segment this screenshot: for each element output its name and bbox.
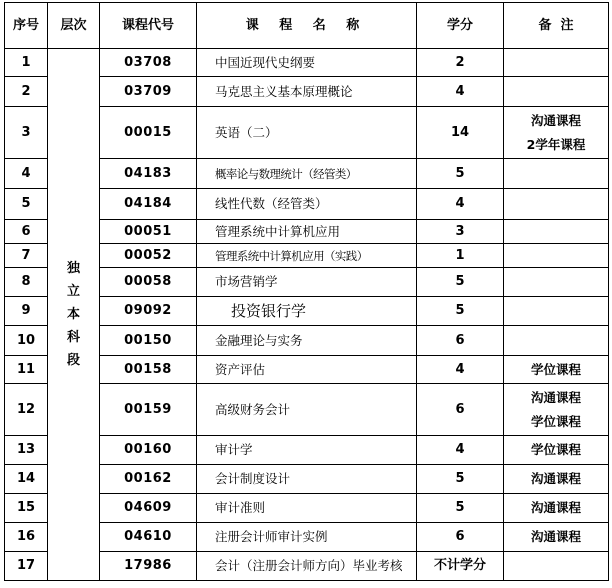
credit-cell: 6 — [417, 384, 504, 436]
seq-cell: 16 — [5, 523, 48, 552]
code-cell: 00162 — [100, 465, 197, 494]
note-cell: 学位课程 — [504, 436, 609, 465]
credit-cell: 6 — [417, 326, 504, 356]
seq-cell: 15 — [5, 494, 48, 523]
credit-cell: 1 — [417, 244, 504, 268]
note-cell — [504, 297, 609, 326]
seq-cell: 17 — [5, 552, 48, 581]
level-char: 本 — [66, 307, 80, 322]
seq-cell: 8 — [5, 268, 48, 297]
seq-cell: 11 — [5, 356, 48, 384]
course-name-cell: 会计（注册会计师方向）毕业考核 — [197, 552, 417, 581]
credit-cell: 3 — [417, 220, 504, 244]
seq-cell: 4 — [5, 159, 48, 189]
code-cell: 00052 — [100, 244, 197, 268]
note-cell — [504, 189, 609, 220]
level-char: 立 — [66, 284, 80, 299]
seq-cell: 10 — [5, 326, 48, 356]
course-name-cell: 审计准则 — [197, 494, 417, 523]
note-line: 沟通课程 — [530, 389, 581, 405]
seq-cell: 13 — [5, 436, 48, 465]
note-cell: 学位课程 — [504, 356, 609, 384]
credit-cell: 4 — [417, 356, 504, 384]
curriculum-table — [4, 2, 609, 581]
seq-cell: 2 — [5, 77, 48, 107]
header-row — [5, 3, 609, 49]
credit-cell: 5 — [417, 268, 504, 297]
seq-cell: 5 — [5, 189, 48, 220]
code-cell: 04184 — [100, 189, 197, 220]
course-name-cell: 资产评估 — [197, 356, 417, 384]
level-cell — [48, 49, 100, 581]
note-cell — [504, 77, 609, 107]
level-char: 独 — [66, 261, 80, 276]
course-name-cell: 会计制度设计 — [197, 465, 417, 494]
code-cell: 09092 — [100, 297, 197, 326]
code-cell: 00159 — [100, 384, 197, 436]
course-name-cell: 概率论与数理统计（经管类） — [197, 159, 417, 189]
table-row — [5, 49, 609, 77]
note-line: 沟通课程 — [530, 112, 581, 128]
code-cell: 04610 — [100, 523, 197, 552]
code-cell: 00158 — [100, 356, 197, 384]
credit-cell: 4 — [417, 436, 504, 465]
code-cell: 04609 — [100, 494, 197, 523]
code-cell: 00058 — [100, 268, 197, 297]
code-cell: 00051 — [100, 220, 197, 244]
note-line: 2学年课程 — [526, 136, 586, 152]
note-cell — [504, 159, 609, 189]
note-cell: 沟通课程 — [504, 494, 609, 523]
credit-cell: 2 — [417, 49, 504, 77]
code-cell: 04183 — [100, 159, 197, 189]
seq-cell: 7 — [5, 244, 48, 268]
code-cell: 03708 — [100, 49, 197, 77]
credit-cell: 14 — [417, 107, 504, 159]
course-name-cell: 金融理论与实务 — [197, 326, 417, 356]
header-level: 层次 — [48, 3, 100, 49]
header-code: 课程代号 — [100, 3, 197, 49]
course-name-cell: 管理系统中计算机应用（实践） — [197, 244, 417, 268]
course-name-cell: 线性代数（经管类） — [197, 189, 417, 220]
credit-cell: 4 — [417, 77, 504, 107]
course-name-cell: 中国近现代史纲要 — [197, 49, 417, 77]
note-cell — [504, 552, 609, 581]
note-cell — [504, 326, 609, 356]
credit-cell: 5 — [417, 159, 504, 189]
note-cell: 沟通课程 — [504, 465, 609, 494]
course-name-cell: 马克思主义基本原理概论 — [197, 77, 417, 107]
course-name-cell: 注册会计师审计实例 — [197, 523, 417, 552]
note-cell — [504, 107, 609, 159]
note-cell — [504, 384, 609, 436]
code-cell: 00160 — [100, 436, 197, 465]
course-name-cell: 高级财务会计 — [197, 384, 417, 436]
course-name-cell: 管理系统中计算机应用 — [197, 220, 417, 244]
credit-cell: 5 — [417, 494, 504, 523]
credit-cell: 5 — [417, 465, 504, 494]
course-name-cell: 审计学 — [197, 436, 417, 465]
note-cell — [504, 268, 609, 297]
credit-cell: 不计学分 — [417, 552, 504, 581]
credit-cell: 4 — [417, 189, 504, 220]
note-cell — [504, 244, 609, 268]
code-cell: 17986 — [100, 552, 197, 581]
seq-cell: 3 — [5, 107, 48, 159]
course-name-cell: 市场营销学 — [197, 268, 417, 297]
seq-cell: 1 — [5, 49, 48, 77]
seq-cell: 14 — [5, 465, 48, 494]
seq-cell: 9 — [5, 297, 48, 326]
seq-cell: 12 — [5, 384, 48, 436]
note-cell: 沟通课程 — [504, 523, 609, 552]
header-course-name: 课 程 名 称 — [197, 3, 417, 49]
level-char: 科 — [66, 330, 80, 345]
code-cell: 00015 — [100, 107, 197, 159]
header-note: 备 注 — [504, 3, 609, 49]
seq-cell: 6 — [5, 220, 48, 244]
credit-cell: 6 — [417, 523, 504, 552]
note-line: 学位课程 — [530, 413, 581, 429]
header-credit: 学分 — [417, 3, 504, 49]
level-char: 段 — [66, 353, 80, 368]
note-cell — [504, 220, 609, 244]
credit-cell: 5 — [417, 297, 504, 326]
header-seq: 序号 — [5, 3, 48, 49]
course-name-cell: 投资银行学 — [197, 297, 417, 326]
course-name-cell: 英语（二） — [197, 107, 417, 159]
code-cell: 00150 — [100, 326, 197, 356]
code-cell: 03709 — [100, 77, 197, 107]
note-cell — [504, 49, 609, 77]
